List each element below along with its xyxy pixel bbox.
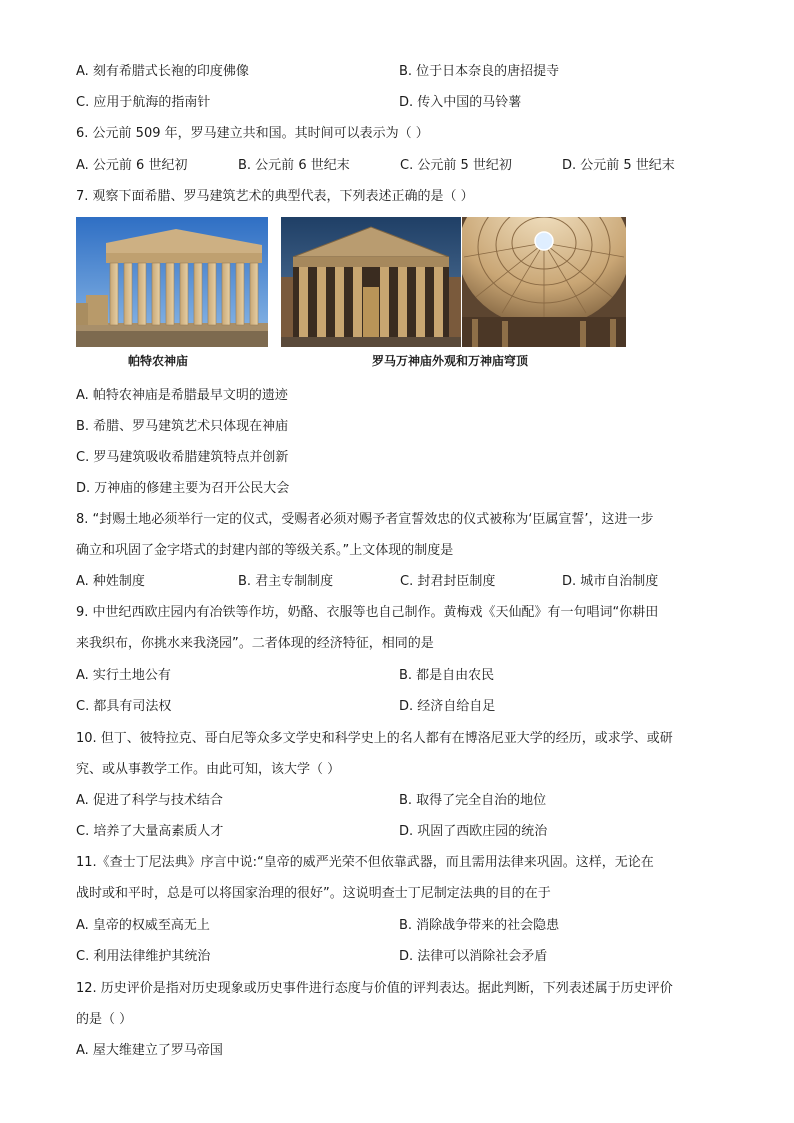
q11-option-b[interactable]: B. 消除战争带来的社会隐患	[399, 918, 560, 933]
q9-stem-line1: 9. 中世纪西欧庄园内有冶铁等作坊，奶酪、衣服等也自己制作。黄梅戏《天仙配》有一句唱词“你耕田	[76, 605, 659, 620]
q9-option-d[interactable]: D. 经济自给自足	[399, 699, 496, 714]
q6-option-d[interactable]: D. 公元前 5 世纪末	[562, 158, 675, 173]
q9-option-a[interactable]: A. 实行土地公有	[76, 668, 171, 683]
caption-pantheon: 罗马万神庙外观和万神庙穹顶	[372, 354, 529, 368]
q8-option-b[interactable]: B. 君主专制制度	[238, 574, 334, 589]
q6-option-a[interactable]: A. 公元前 6 世纪初	[76, 158, 188, 173]
parthenon-image	[76, 217, 268, 347]
q5-option-d[interactable]: D. 传入中国的马铃薯	[399, 95, 522, 110]
q10-option-a[interactable]: A. 促进了科学与技术结合	[76, 793, 223, 808]
q11-option-a[interactable]: A. 皇帝的权威至高无上	[76, 918, 210, 933]
pantheon-exterior-image	[281, 217, 461, 347]
q8-stem-line2: 确立和巩固了金字塔式的封建内部的等级关系。”上文体现的制度是	[76, 543, 454, 558]
q11-stem-line1: 11.《查士丁尼法典》序言中说:“皇帝的威严光荣不但依靠武器，而且需用法律来巩固。这样，无论在	[76, 855, 654, 870]
q8-option-a[interactable]: A. 种姓制度	[76, 574, 145, 589]
q9-stem-line2: 来我织布，你挑水来我浇园”。二者体现的经济特征，相同的是	[76, 636, 434, 651]
q7-stem: 7. 观察下面希腊、罗马建筑艺术的典型代表，下列表述正确的是（ ）	[76, 189, 474, 204]
q7-option-a[interactable]: A. 帕特农神庙是希腊最早文明的遗迹	[76, 388, 288, 403]
q5-option-b[interactable]: B. 位于日本奈良的唐招提寺	[399, 64, 560, 79]
q12-option-a[interactable]: A. 屋大维建立了罗马帝国	[76, 1043, 223, 1058]
q9-option-c[interactable]: C. 都具有司法权	[76, 699, 172, 714]
pantheon-dome-image	[462, 217, 626, 347]
q7-option-b[interactable]: B. 希腊、罗马建筑艺术只体现在神庙	[76, 419, 289, 434]
q8-stem-line1: 8. “封赐土地必须举行一定的仪式，受赐者必须对赐予者宣誓效忠的仪式被称为‘臣属宣誓’，这进一步	[76, 512, 654, 527]
q8-option-c[interactable]: C. 封君封臣制度	[400, 574, 496, 589]
q12-stem-line1: 12. 历史评价是指对历史现象或历史事件进行态度与价值的评判表达。据此判断，下列表述属于历史评价	[76, 981, 673, 996]
q10-option-c[interactable]: C. 培养了大量高素质人才	[76, 824, 224, 839]
q11-stem-line2: 战时或和平时，总是可以将国家治理的很好”。这说明查士丁尼制定法典的目的在于	[76, 886, 551, 901]
q6-option-b[interactable]: B. 公元前 6 世纪末	[238, 158, 350, 173]
q5-option-c[interactable]: C. 应用于航海的指南针	[76, 95, 211, 110]
caption-parthenon: 帕特农神庙	[128, 354, 189, 368]
q7-option-c[interactable]: C. 罗马建筑吸收希腊建筑特点并创新	[76, 450, 289, 465]
q10-stem-line1: 10. 但丁、彼特拉克、哥白尼等众多文学史和科学史上的名人都有在博洛尼亚大学的经历，或求学、或研	[76, 731, 673, 746]
q8-option-d[interactable]: D. 城市自治制度	[562, 574, 659, 589]
q6-option-c[interactable]: C. 公元前 5 世纪初	[400, 158, 512, 173]
q10-stem-line2: 究、或从事教学工作。由此可知，该大学（ ）	[76, 762, 341, 777]
q12-stem-line2: 的是（ ）	[76, 1012, 133, 1027]
q9-option-b[interactable]: B. 都是自由农民	[399, 668, 495, 683]
q10-option-d[interactable]: D. 巩固了西欧庄园的统治	[399, 824, 548, 839]
q11-option-c[interactable]: C. 利用法律维护其统治	[76, 949, 211, 964]
q11-option-d[interactable]: D. 法律可以消除社会矛盾	[399, 949, 548, 964]
q10-option-b[interactable]: B. 取得了完全自治的地位	[399, 793, 547, 808]
q5-option-a[interactable]: A. 刻有希腊式长袍的印度佛像	[76, 64, 249, 79]
q6-stem: 6. 公元前 509 年，罗马建立共和国。其时间可以表示为（ ）	[76, 126, 429, 141]
q7-option-d[interactable]: D. 万神庙的修建主要为召开公民大会	[76, 481, 290, 496]
